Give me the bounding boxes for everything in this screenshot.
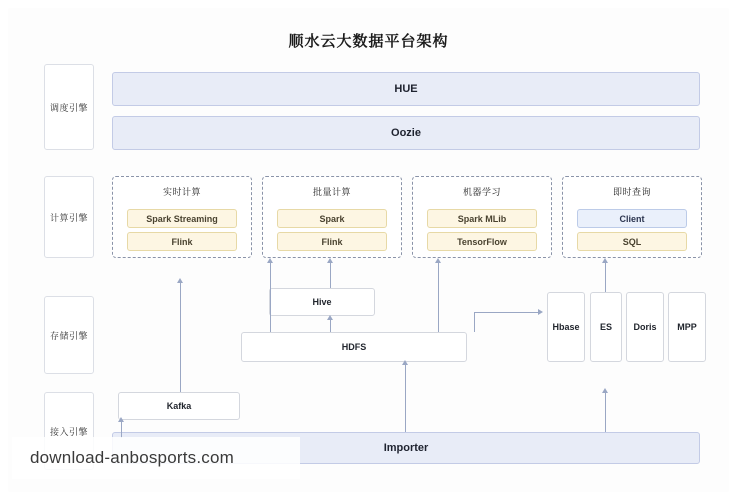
arrow-hdfs-to-hive-head — [327, 315, 333, 320]
compute-group-realtime-title: 实时计算 — [162, 187, 201, 197]
compute-group-adhoc-title: 即时查询 — [612, 187, 651, 197]
arrow-hdfs-to-stores — [474, 312, 538, 313]
compute-item-client[interactable] — [577, 209, 687, 228]
scheduler-oozie-label: Oozie — [391, 127, 421, 139]
compute-item-sql-label: SQL — [622, 236, 642, 247]
scheduler-hue-bar[interactable] — [112, 72, 700, 106]
arrow-importer-to-stores — [605, 392, 606, 432]
arrow-hdfs-to-realtime-head — [267, 258, 273, 263]
arrow-hdfs-to-stores-head — [538, 309, 543, 315]
rail-compute-label: 计算引擎 — [49, 212, 88, 223]
compute-item-spark-streaming-label: Spark Streaming — [146, 213, 218, 224]
arrow-hdfs-to-hive — [330, 320, 331, 332]
storage-es-label: ES — [599, 322, 612, 332]
scheduler-oozie-bar[interactable] — [112, 116, 700, 150]
ingest-kafka-label: Kafka — [166, 401, 192, 411]
compute-item-spark-mlib-label: Spark MLib — [457, 213, 507, 224]
compute-item-spark-batch[interactable] — [277, 209, 387, 228]
scheduler-hue-label: HUE — [394, 83, 418, 95]
arrow-stores-to-adhoc-head — [602, 258, 608, 263]
arrow-hive-to-batch — [330, 262, 331, 288]
compute-group-ml-title: 机器学习 — [462, 187, 501, 197]
watermark-text: download-anbosports.com — [30, 448, 234, 467]
storage-doris-label: Doris — [633, 322, 657, 332]
ingest-importer-label: Importer — [383, 442, 429, 454]
arrow-hdfs-to-ml-head — [435, 258, 441, 263]
arrow-stores-to-adhoc — [605, 262, 606, 292]
compute-item-tensorflow[interactable] — [427, 232, 537, 251]
rail-storage-label: 存储引擎 — [49, 330, 88, 341]
arrow-hdfs-to-stores-riser — [474, 312, 475, 332]
storage-hdfs-box[interactable] — [241, 332, 467, 362]
compute-group-batch — [262, 176, 402, 258]
compute-item-flink-batch-label: Flink — [321, 236, 343, 247]
storage-es-box[interactable] — [590, 292, 622, 362]
compute-item-sql[interactable] — [577, 232, 687, 251]
arrow-importer-to-stores-head — [602, 388, 608, 393]
compute-item-spark-mlib[interactable] — [427, 209, 537, 228]
rail-ingest-label: 接入引擎 — [49, 426, 88, 437]
compute-item-client-label: Client — [619, 213, 645, 224]
rail-scheduler — [44, 64, 94, 150]
watermark — [12, 437, 300, 479]
storage-hbase-label: Hbase — [552, 322, 580, 332]
rail-compute — [44, 176, 94, 258]
compute-item-spark-batch-label: Spark — [319, 213, 345, 224]
arrow-kafka-to-realtime — [180, 282, 181, 392]
arrow-hive-to-batch-head — [327, 258, 333, 263]
compute-group-adhoc — [562, 176, 702, 258]
storage-hdfs-label: HDFS — [341, 342, 367, 352]
storage-hive-label: Hive — [312, 297, 332, 307]
storage-mpp-label: MPP — [677, 322, 697, 332]
ingest-kafka-box[interactable] — [118, 392, 240, 420]
storage-mpp-box[interactable] — [668, 292, 706, 362]
arrow-importer-to-hdfs — [405, 364, 406, 432]
compute-item-flink-batch[interactable] — [277, 232, 387, 251]
arrow-importer-to-hdfs-head — [402, 360, 408, 365]
rail-storage — [44, 296, 94, 374]
storage-hbase-box[interactable] — [547, 292, 585, 362]
arrow-kafka-to-realtime-head — [177, 278, 183, 283]
compute-item-flink-realtime-label: Flink — [171, 236, 193, 247]
arrow-hdfs-to-ml — [438, 262, 439, 332]
storage-doris-box[interactable] — [626, 292, 664, 362]
page-title: 顺水云大数据平台架构 — [288, 33, 449, 50]
compute-group-ml — [412, 176, 552, 258]
arrow-importer-to-kafka-head — [118, 417, 124, 422]
compute-group-batch-title: 批量计算 — [312, 187, 351, 197]
rail-scheduler-label: 调度引擎 — [49, 102, 88, 113]
compute-item-flink-realtime[interactable] — [127, 232, 237, 251]
arrow-hdfs-to-realtime — [270, 262, 271, 332]
storage-hive-box[interactable] — [269, 288, 375, 316]
diagram-canvas — [8, 8, 729, 492]
compute-group-realtime — [112, 176, 252, 258]
compute-item-spark-streaming[interactable] — [127, 209, 237, 228]
arrow-importer-to-kafka — [121, 422, 122, 438]
compute-item-tensorflow-label: TensorFlow — [457, 236, 507, 247]
